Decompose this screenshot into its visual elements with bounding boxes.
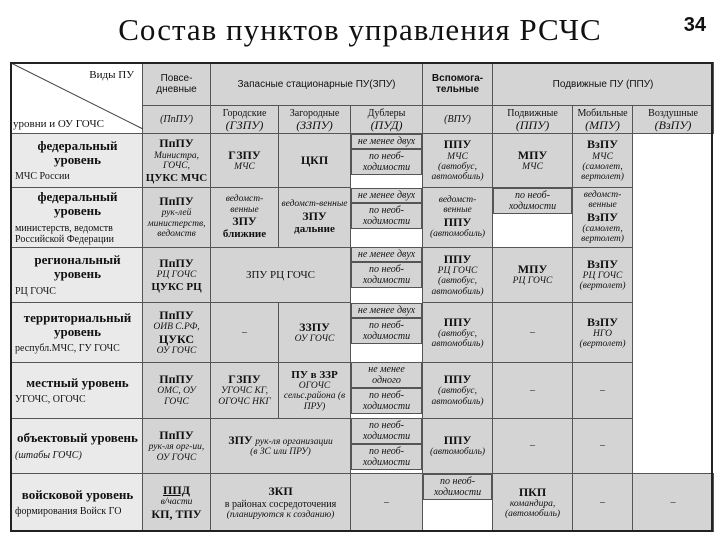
moving-cell: ППУ МЧС (автобус, автомобиль) [423,134,493,188]
header-daily: Повсе-дневные [143,63,211,106]
city-cell: ГЗПУ МЧС [211,134,279,188]
air-cell: ведомст-венные ВзПУ (самолет, вертолет) [573,187,633,247]
mob-cell: по необ-ходимости [493,188,572,214]
suburb-cell: ЗЗПУ ОУ ГОЧС [279,303,351,363]
level-cell: федеральный уровень министерств, ведомств Российской Федерации [11,187,143,247]
header-mob: Мобильные (МПУ) [573,106,633,134]
air-cell: – [573,362,633,418]
daily-cell: ПпПУ ОМС, ОУ ГОЧС [143,362,211,418]
level-cell: объектовый уровень (штабы ГОЧС) [11,418,143,474]
aux-cell: по необ-ходимости [351,203,422,229]
mob-cell: МПУ МЧС [493,134,573,188]
moving-cell: ППУ (автобус, автомобиль) [423,303,493,363]
daily-cell: ПпПУ РЦ ГОЧС ЦУКС РЦ [143,247,211,303]
city-cell: ГЗПУ УГОЧС КГ, ОГОЧС НКГ [211,362,279,418]
header-reserve: Запасные стационарные ПУ(ЗПУ) [211,63,423,106]
dup-cell: не менее одного [351,362,422,388]
header-air: Воздушные (ВзПУ) [633,106,714,134]
dup-cell: по необ-ходимости [351,418,422,444]
dup-cell: – [351,474,423,532]
aux-cell: по необ-ходимости [351,318,422,344]
mob-cell: – [573,474,633,532]
aux-cell: по необ-ходимости [351,149,422,175]
level-cell: федеральный уровень МЧС России [11,134,143,188]
header-moving: Подвижные (ППУ) [493,106,573,134]
air-cell: – [633,474,714,532]
moving-cell: ведомст-венные ППУ (автомобиль) [423,187,493,247]
daily-cell: ППД в/части КП, ТПУ [143,474,211,532]
suburb-cell: ПУ в ЗЗР ОГОЧС сельс.района (в ПРУ) [279,362,351,418]
air-cell: ВзПУ РЦ ГОЧС (вертолет) [573,247,633,303]
header-mobile: Подвижные ПУ (ППУ) [493,63,714,106]
mob-cell: – [493,303,573,363]
daily-cell: ПпПУ рук-лей министерств, ведомств [143,187,211,247]
header-aux-abbr: (ВПУ) [423,106,493,134]
daily-cell: ПпПУ Министра, ГОЧС, ЦУКС МЧС [143,134,211,188]
city-cell: ведомст-венные ЗПУ ближние [211,187,279,247]
aux-cell: по необ-ходимости [351,444,422,470]
moving-cell: ППУ РЦ ГОЧС (автобус, автомобиль) [423,247,493,303]
aux-cell: по необ-ходимости [423,474,492,500]
dup-cell: не менее двух [351,247,422,262]
level-cell: территориальный уровень республ.МЧС, ГУ ГОЧС [11,303,143,363]
aux-cell: по необ-ходимости [351,262,422,288]
moving-cell: ПКП командира, (автомобиль) [493,474,573,532]
dup-cell: не менее двух [351,303,422,318]
header-aux: Вспомога-тельные [423,63,493,106]
slide-title: Состав пунктов управления РСЧС [118,12,602,47]
dup-cell: не менее двух [351,188,422,203]
reserve-cell: ЗПУ рук-ля организации (в ЗС или ПРУ) [211,418,351,474]
mob-cell: – [493,418,573,474]
mob-cell: – [493,362,573,418]
air-cell: – [573,418,633,474]
level-cell: региональный уровень РЦ ГОЧС [11,247,143,303]
reserve-cell: ЗКП в районах сосредоточения (планируются к созданию) [211,474,351,532]
header-suburb: Загородные (ЗЗПУ) [279,106,351,134]
corner-types-label: Виды ПУ [89,69,134,81]
mob-cell: МПУ РЦ ГОЧС [493,247,573,303]
header-dup: Дублеры (ПУД) [351,106,423,134]
daily-cell: ПпПУ ОИВ С.РФ, ЦУКС ОУ ГОЧС [143,303,211,363]
air-cell: ВзПУ МЧС (самолет, вертолет) [573,134,633,188]
moving-cell: ППУ (автомобиль) [423,418,493,474]
reserve-cell: ЗПУ РЦ ГОЧС [211,247,351,303]
level-cell: войсковой уровень формирования Войск ГО [11,474,143,532]
city-cell: – [211,303,279,363]
corner-levels-label: уровни и ОУ ГОЧС [13,117,104,130]
suburb-cell: ЦКП [279,134,351,188]
air-cell: ВзПУ НГО (вертолет) [573,303,633,363]
table-frame [10,62,713,532]
header-daily-abbr: (ПпПУ) [143,106,211,134]
level-cell: местный уровень УГОЧС, ОГОЧС [11,362,143,418]
header-city: Городские (ГЗПУ) [211,106,279,134]
daily-cell: ПпПУ рук-ля орг-ии, ОУ ГОЧС [143,418,211,474]
aux-cell: по необ-ходимости [351,388,422,414]
dup-cell: не менее двух [351,134,422,149]
page-number: 34 [683,14,706,36]
suburb-cell: ведомст-венные ЗПУ дальние [279,187,351,247]
moving-cell: ППУ (автобус, автомобиль) [423,362,493,418]
